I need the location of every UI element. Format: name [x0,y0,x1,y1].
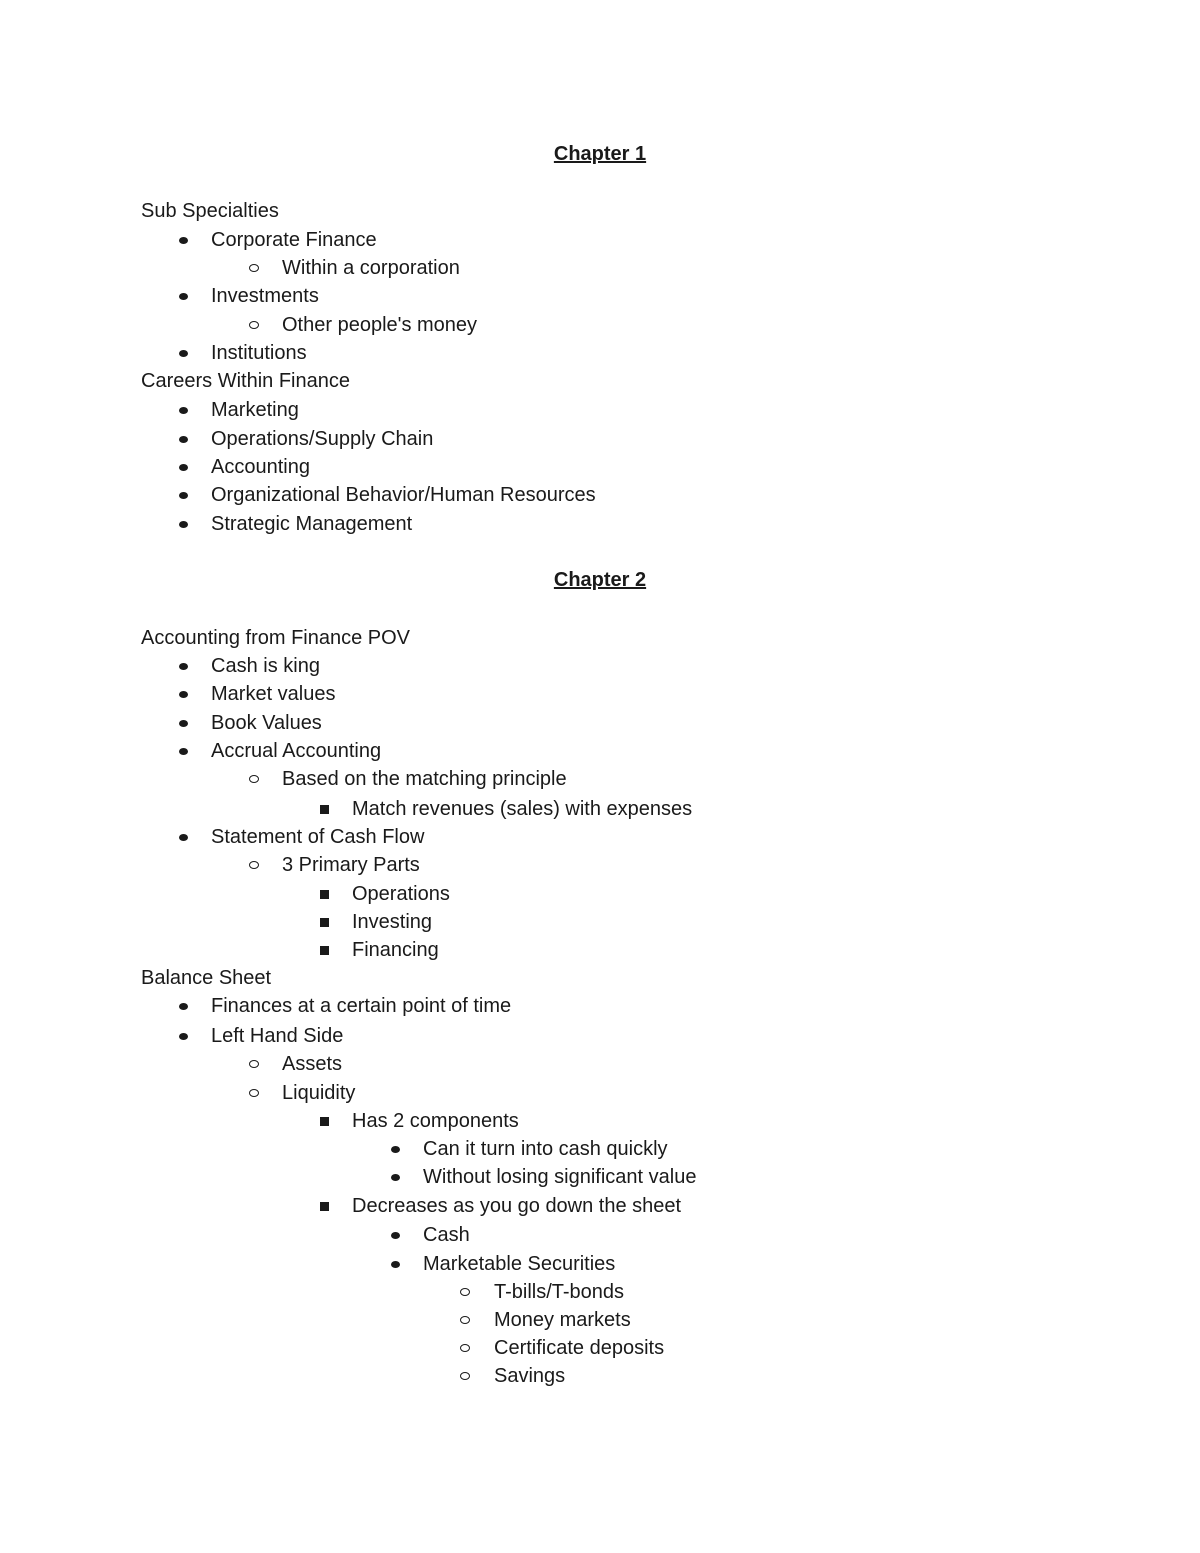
list-item-text: Corporate Finance [211,229,377,251]
list-item-text: Book Values [211,712,322,734]
chapter-1-heading: Chapter 1 [553,143,647,165]
circle-bullet-icon [247,851,261,879]
list-item-text: Assets [282,1053,343,1075]
disc-bullet-icon [176,652,190,680]
disc-bullet-icon [176,992,190,1020]
section-label: Careers Within Finance [141,370,350,392]
list-item-text: Has 2 components [352,1110,519,1132]
circle-bullet-icon [458,1362,472,1390]
square-bullet-icon [317,1192,331,1220]
square-bullet-icon [317,795,331,823]
disc-bullet-icon [176,823,190,851]
section-label: Accounting from Finance POV [141,627,411,649]
disc-bullet-icon [388,1250,402,1278]
list-item-text: Cash is king [211,655,320,677]
list-item-text: T-bills/T-bonds [494,1281,625,1303]
disc-bullet-icon [176,282,190,310]
list-item-text: Within a corporation [282,257,460,279]
list-item-text: Organizational Behavior/Human Resources [211,484,596,506]
list-item-text: Operations [352,883,450,905]
square-bullet-icon [317,936,331,964]
list-item-text: Institutions [211,342,307,364]
list-item-text: Accounting [211,456,310,478]
circle-bullet-icon [458,1306,472,1334]
list-item-text: Marketable Securities [423,1253,616,1275]
circle-bullet-icon [247,311,261,339]
square-bullet-icon [317,880,331,908]
disc-bullet-icon [176,453,190,481]
list-item-text: Investments [211,285,319,307]
circle-bullet-icon [247,1050,261,1078]
circle-bullet-icon [247,1079,261,1107]
disc-bullet-icon [388,1221,402,1249]
list-item-text: Investing [352,911,433,933]
list-item-text: Other people's money [282,314,478,336]
disc-bullet-icon [176,339,190,367]
disc-bullet-icon [176,737,190,765]
disc-bullet-icon [176,709,190,737]
list-item-text: Cash [423,1224,470,1246]
circle-bullet-icon [458,1278,472,1306]
circle-bullet-icon [247,765,261,793]
list-item-text: Without losing significant value [423,1166,697,1188]
disc-bullet-icon [176,481,190,509]
square-bullet-icon [317,908,331,936]
disc-bullet-icon [176,396,190,424]
list-item-text: Decreases as you go down the sheet [352,1195,682,1217]
chapter-2-heading: Chapter 2 [553,569,647,591]
disc-bullet-icon [176,1022,190,1050]
list-item-text: Finances at a certain point of time [211,995,512,1017]
list-item-text: Accrual Accounting [211,740,382,762]
list-item-text: Operations/Supply Chain [211,428,434,450]
list-item-text: Marketing [211,399,299,421]
list-item-text: Strategic Management [211,513,413,535]
section-label: Balance Sheet [141,967,272,989]
list-item-text: Based on the matching principle [282,768,567,790]
circle-bullet-icon [458,1334,472,1362]
list-item-text: Money markets [494,1309,631,1331]
list-item-text: Can it turn into cash quickly [423,1138,668,1160]
list-item-text: Financing [352,939,439,961]
list-item-text: Liquidity [282,1082,356,1104]
list-item-text: 3 Primary Parts [282,854,420,876]
disc-bullet-icon [176,425,190,453]
list-item-text: Certificate deposits [494,1337,665,1359]
disc-bullet-icon [176,510,190,538]
circle-bullet-icon [247,254,261,282]
list-item-text: Match revenues (sales) with expenses [352,798,693,820]
disc-bullet-icon [176,680,190,708]
section-label: Sub Specialties [141,200,279,222]
list-item-text: Statement of Cash Flow [211,826,425,848]
list-item-text: Left Hand Side [211,1025,344,1047]
list-item-text: Savings [494,1365,566,1387]
disc-bullet-icon [176,226,190,254]
disc-bullet-icon [388,1163,402,1191]
disc-bullet-icon [388,1135,402,1163]
square-bullet-icon [317,1107,331,1135]
list-item-text: Market values [211,683,336,705]
